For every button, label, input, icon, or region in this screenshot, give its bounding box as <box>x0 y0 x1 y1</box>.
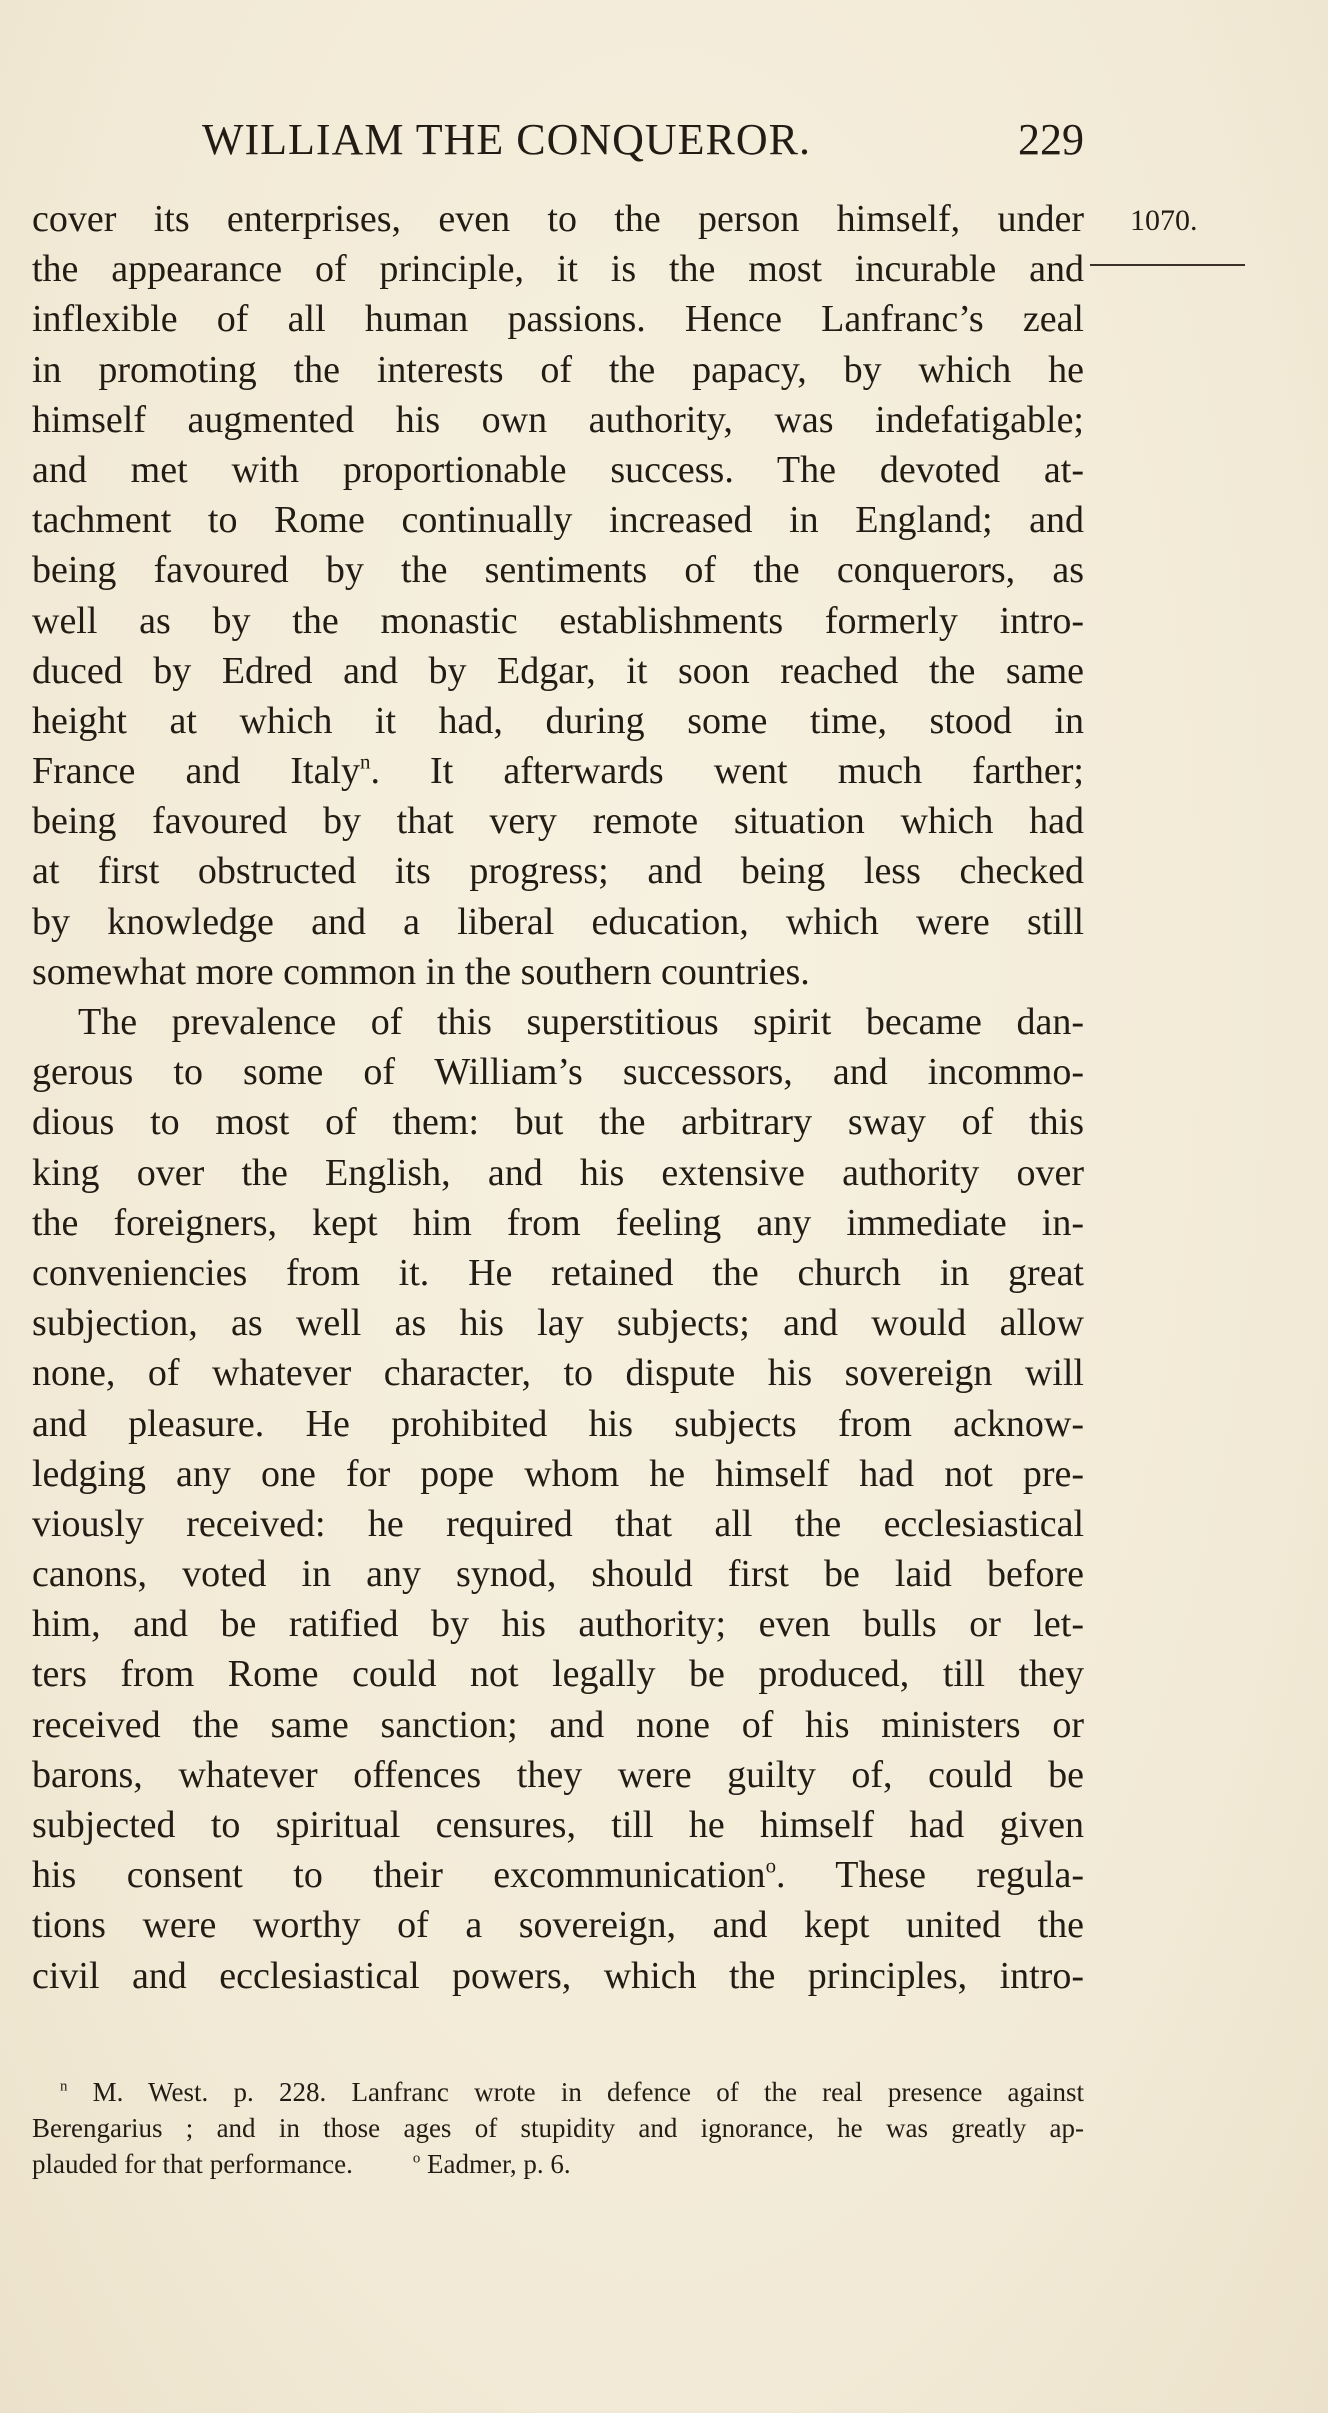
text-segment: France and Italy <box>32 750 361 793</box>
text-line: tachment to Rome continually increased in England; and <box>32 499 1084 542</box>
text-line: ledging any one for pope whom he himself had not pre- <box>32 1452 1084 1495</box>
text-line: none, of whatever character, to dispute his sovereign will <box>32 1352 1084 1395</box>
text-line: king over the English, and his extensive authority over <box>32 1151 1084 1194</box>
page-header <box>32 110 1084 170</box>
text-segment: his consent to their excommunication <box>32 1854 766 1897</box>
text-line-with-note <box>32 1850 1084 1900</box>
text-line: somewhat more common in the southern countries. <box>32 950 810 993</box>
footnote-o-text: Eadmer, p. 6. <box>427 2149 571 2179</box>
text-line-paragraph-start: The prevalence of this superstitious spirit became dan- <box>78 1001 1084 1043</box>
text-segment: These regula- <box>785 1854 1084 1897</box>
text-line: conveniencies from it. He retained the church in great <box>32 1251 1084 1294</box>
text-line: civil and ecclesiastical powers, which the principles, intro- <box>32 1954 1084 1997</box>
text-line: subjection, as well as his lay subjects; and would allow <box>32 1302 1084 1345</box>
text-line: by knowledge and a liberal education, which were still <box>32 900 1084 943</box>
footnote-marker-n: n <box>60 2078 68 2095</box>
page-number: 229 <box>1018 115 1084 164</box>
text-line: received the same sanction; and none of his ministers or <box>32 1703 1084 1746</box>
footnote-ref-o: o <box>765 1853 777 1878</box>
margin-year-note: 1070. <box>1130 204 1198 237</box>
text-line: inflexible of all human passions. Hence Lanfranc’s zeal <box>32 298 1084 341</box>
footnote-ref-n: n <box>360 749 371 774</box>
running-title: WILLIAM THE CONQUEROR. <box>202 115 812 164</box>
text-line: cover its enterprises, even to the person himself, under <box>32 198 1084 240</box>
text-line: in promoting the interests of the papacy, by which he <box>32 348 1084 391</box>
text-line: height at which it had, during some time, stood in <box>32 699 1084 742</box>
footnote-text-line: Berengarius ; and in those ages of stupidity and ignorance, he was greatly ap- <box>32 2113 1084 2143</box>
text-line: canons, voted in any synod, should first be laid before <box>32 1553 1084 1596</box>
text-period: . <box>370 750 380 793</box>
text-line: and pleasure. He prohibited his subjects from acknow- <box>32 1402 1084 1445</box>
text-line: dious to most of them: but the arbitrary sway of this <box>32 1101 1084 1144</box>
text-line: barons, whatever offences they were guilty of, could be <box>32 1753 1084 1796</box>
text-line: the appearance of principle, it is the most incurable and <box>32 248 1084 291</box>
text-line: and met with proportionable success. The devoted at- <box>32 448 1084 491</box>
margin-rule <box>1090 264 1245 266</box>
footnote-text: M. West. p. 228. Lanfranc wrote in defence of the real presence against <box>92 2077 1084 2107</box>
text-segment: It afterwards went much farther; <box>379 750 1084 793</box>
footnote-n <box>32 2074 1084 2110</box>
text-line: well as by the monastic establishments formerly intro- <box>32 599 1084 642</box>
text-line: gerous to some of William’s successors, and incommo- <box>32 1051 1084 1094</box>
body-text <box>32 194 1084 2001</box>
footnote-text: plauded for that performance. <box>32 2149 353 2179</box>
text-line: being favoured by that very remote situation which had <box>32 800 1084 843</box>
text-line: ters from Rome could not legally be produced, till they <box>32 1653 1084 1696</box>
text-line: tions were worthy of a sovereign, and kept united the <box>32 1904 1084 1947</box>
text-line: him, and be ratified by his authority; even bulls or let- <box>32 1603 1084 1646</box>
text-period: . <box>776 1854 786 1897</box>
text-line: duced by Edred and by Edgar, it soon reached the same <box>32 649 1084 692</box>
footnote-text-line-final <box>32 2146 1084 2182</box>
footnote-marker-o: o <box>412 2150 421 2167</box>
text-line: being favoured by the sentiments of the conquerors, as <box>32 549 1084 592</box>
text-line-with-note <box>32 746 1084 796</box>
text-line: himself augmented his own authority, was indefatigable; <box>32 398 1084 441</box>
text-line: viously received: he required that all the ecclesiastical <box>32 1502 1084 1545</box>
text-line: at first obstructed its progress; and being less checked <box>32 850 1084 893</box>
footnotes <box>32 2074 1084 2182</box>
text-line: subjected to spiritual censures, till he himself had given <box>32 1804 1084 1846</box>
text-line: the foreigners, kept him from feeling any immediate in- <box>32 1201 1084 1244</box>
